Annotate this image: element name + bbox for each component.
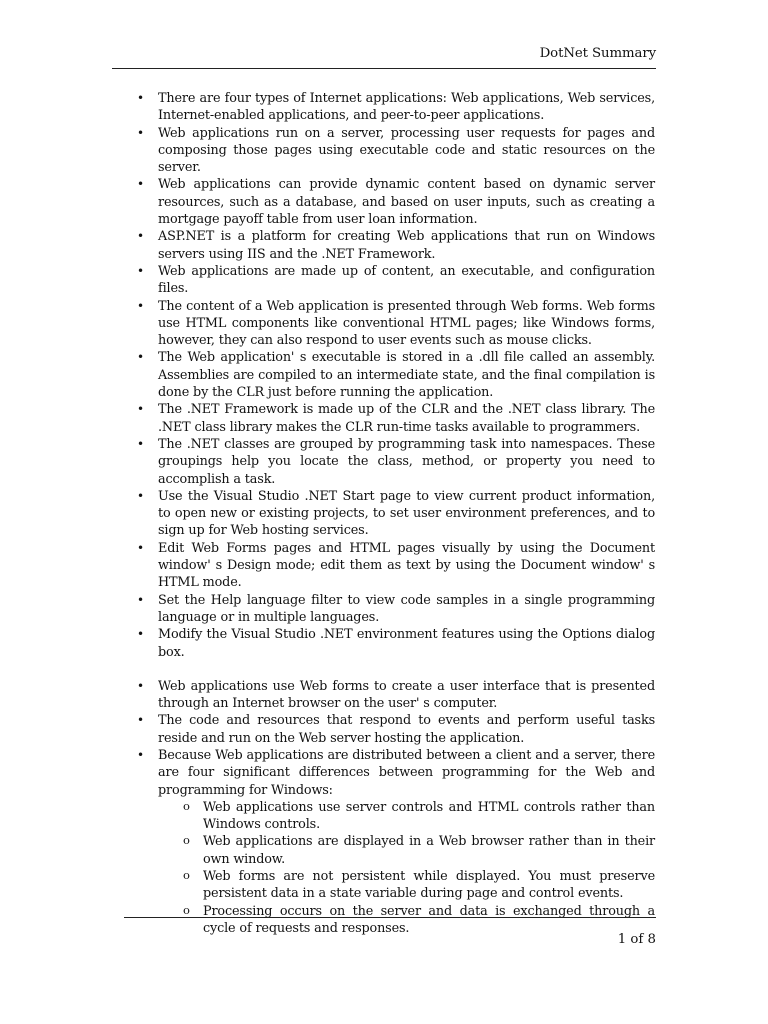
list-item xyxy=(137,436,655,488)
list-item-text: Use the Visual Studio .NET Start page to view current product information, to open new or existing projects, to set user environment preferences, and to sign up for Web hosting services. xyxy=(158,488,655,539)
bullet-icon: • xyxy=(137,713,144,728)
bullet-icon: • xyxy=(137,402,144,417)
list-item-text: The content of a Web application is presented through Web forms. Web forms use HTML components like conventional HTML pages; like Windows forms, however, they can also respond to user events such as mouse clicks. xyxy=(158,298,655,349)
list-item xyxy=(137,401,655,436)
sub-list-item xyxy=(183,902,655,938)
list-item-text: Set the Help language filter to view code samples in a single programming language or in multiple languages. xyxy=(158,592,655,625)
sub-list-item-text: Web forms are not persistent while displayed. You must preserve persistent data in a state variable during page and control events. xyxy=(203,869,655,902)
bullet-list-2 xyxy=(137,678,655,937)
page-number: 1 of 8 xyxy=(617,932,656,947)
bullet-icon: • xyxy=(137,125,144,140)
list-item-text: The .NET classes are grouped by programming task into namespaces. These groupings help you locate the class, method, or property you need to accomplish a task. xyxy=(158,436,655,487)
list-item xyxy=(137,176,655,228)
list-item-text: The .NET Framework is made up of the CLR and the .NET class library. The .NET class library makes the CLR run-time tasks available to programmers. xyxy=(158,402,655,435)
sub-list-item xyxy=(183,868,655,903)
sub-list-item xyxy=(183,798,655,834)
circle-bullet-icon: o xyxy=(183,902,190,917)
list-item xyxy=(137,540,655,592)
bullet-list-1 xyxy=(137,90,655,661)
bullet-icon: • xyxy=(137,229,144,244)
list-item xyxy=(137,626,655,661)
list-item-text: Edit Web Forms pages and HTML pages visually by using the Document window' s Design mode; edit them as text by using the Document window' s HTML mode. xyxy=(158,540,655,591)
bullet-icon: • xyxy=(137,592,144,607)
bullet-icon: • xyxy=(137,263,144,278)
list-item xyxy=(137,90,655,125)
list-item-text: There are four types of Internet applications: Web applications, Web services, Internet-enabled applications, and peer-to-peer applications. xyxy=(158,91,655,124)
circle-bullet-icon: o xyxy=(183,868,190,883)
list-item-text: The Web application' s executable is stored in a .dll file called an assembly. Assemblies are compiled to an intermediate state, and the final compilation is done by the CLR just before running the application. xyxy=(158,350,655,401)
footer-rule xyxy=(124,917,656,918)
list-item xyxy=(137,228,655,263)
list-item-text: Web applications use Web forms to create a user interface that is presented through an Internet browser on the user' s computer. xyxy=(158,678,655,712)
header-rule xyxy=(112,68,656,69)
circle-bullet-icon: o xyxy=(183,833,190,848)
bullet-icon: • xyxy=(137,678,144,693)
list-item xyxy=(137,592,655,627)
list-item xyxy=(137,712,655,747)
bullet-icon: • xyxy=(137,350,144,365)
sub-list-item xyxy=(183,833,655,868)
list-item xyxy=(137,263,655,298)
list-item xyxy=(137,125,655,177)
bullet-icon: • xyxy=(137,747,144,762)
page-content xyxy=(137,90,655,937)
circle-bullet-icon: o xyxy=(183,798,190,813)
list-item xyxy=(137,349,655,401)
list-item xyxy=(137,488,655,540)
list-item-text: Modify the Visual Studio .NET environment features using the Options dialog box. xyxy=(158,627,655,660)
list-item-text: Because Web applications are distributed between a client and a server, there are four significant differences between programming for the Web and programming for Windows: xyxy=(158,747,655,798)
list-item xyxy=(137,678,655,713)
list-item xyxy=(137,747,655,937)
bullet-icon: • xyxy=(137,91,144,105)
list-item-text: Web applications run on a server, processing user requests for pages and composing those pages using executable code and static resources on the server. xyxy=(158,125,655,176)
section-spacer xyxy=(158,661,655,678)
bullet-icon: • xyxy=(137,488,144,503)
bullet-icon: • xyxy=(137,298,144,313)
bullet-icon: • xyxy=(137,436,144,451)
sub-list-item-text: Web applications use server controls and HTML controls rather than Windows controls. xyxy=(203,799,655,833)
bullet-icon: • xyxy=(137,540,144,555)
bullet-icon: • xyxy=(137,627,144,642)
page-header-title: DotNet Summary xyxy=(539,46,656,61)
bullet-icon: • xyxy=(137,177,144,192)
sub-list-item-text: Web applications are displayed in a Web browser rather than in their own window. xyxy=(203,834,655,867)
list-item-text: ASP.NET is a platform for creating Web applications that run on Windows servers using IIS and the .NET Framework. xyxy=(158,229,655,262)
list-item xyxy=(137,298,655,350)
list-item-text: The code and resources that respond to events and perform useful tasks reside and run on the Web server hosting the application. xyxy=(158,713,655,746)
list-item-text: Web applications are made up of content, an executable, and configuration files. xyxy=(158,263,655,297)
list-item-text: Web applications can provide dynamic content based on dynamic server resources, such as a database, and based on user inputs, such as creating a mortgage payoff table from user loan information. xyxy=(158,177,655,228)
sub-list-item-text: Processing occurs on the server and data is exchanged through a cycle of requests and responses. xyxy=(203,903,655,936)
